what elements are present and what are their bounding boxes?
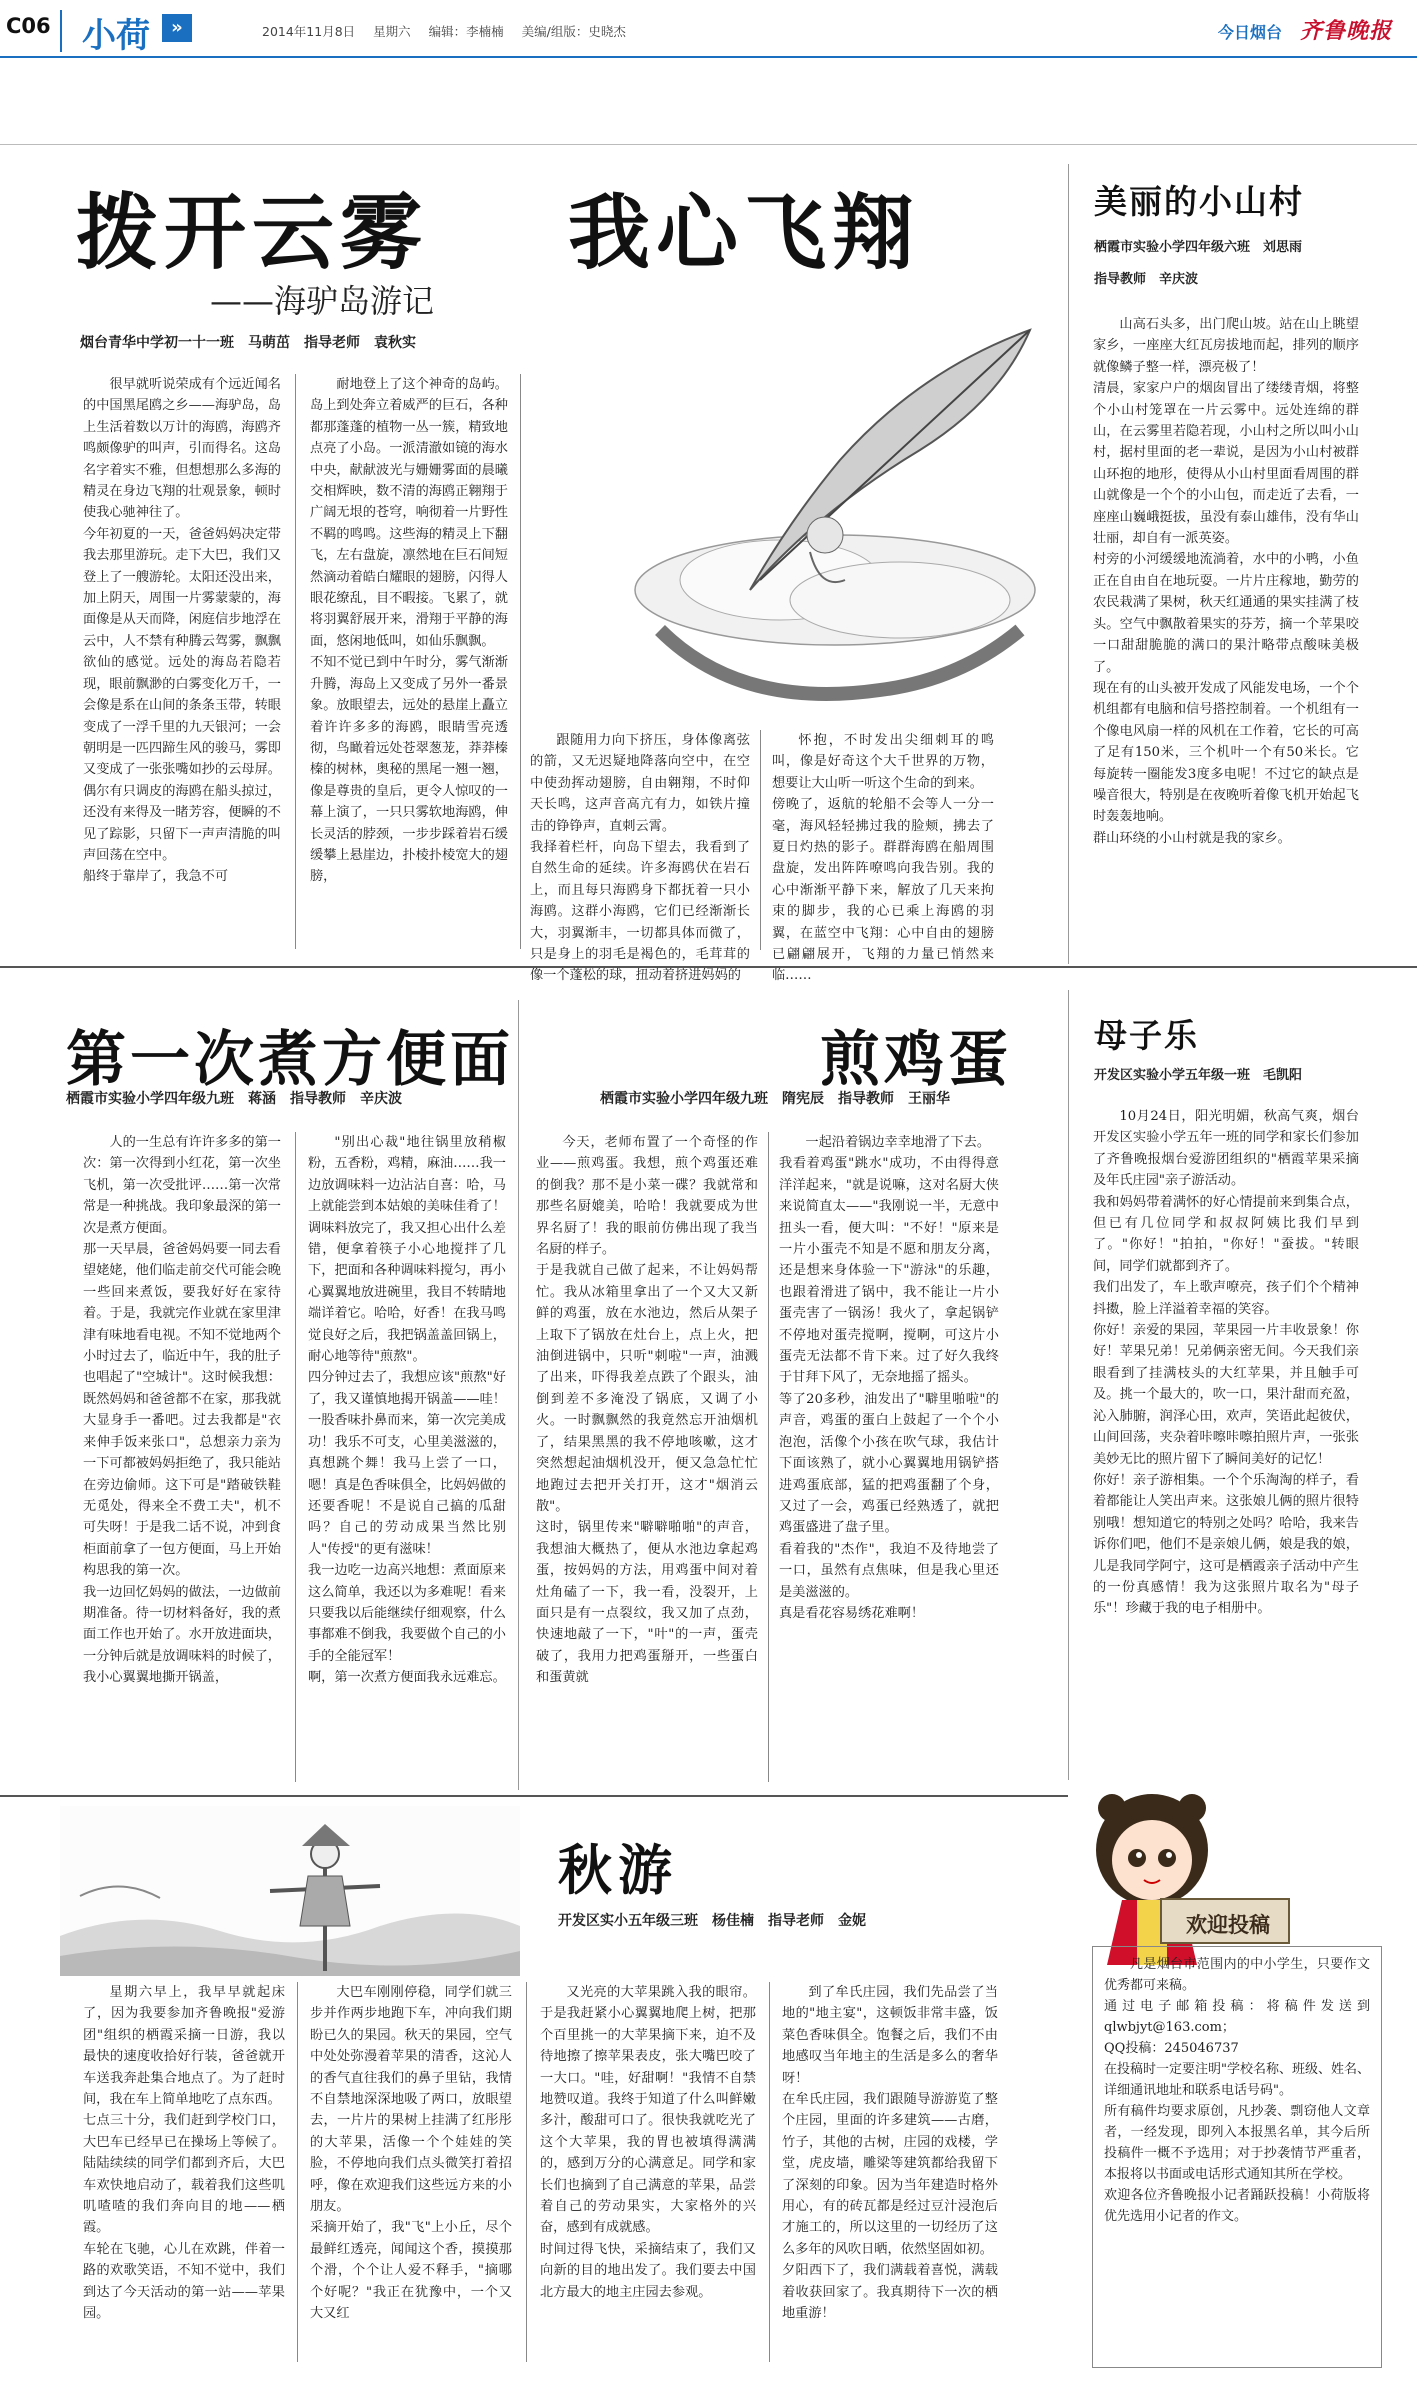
a1-col-sep-2	[520, 374, 521, 949]
a5-body: 10月24日，阳光明媚，秋高气爽，烟台开发区实验小学五年一班的同学和家长们参加了齐鲁晚报烟台爱游团组织的"栖霞苹果采摘及年氏庄园"亲子游活动。 我和妈妈带着满怀的好心情提前来到集合点，但已有几位同学和叔叔阿姨比我们早到了。"你好！"拍拍，"你好！"蚕拔。"转眼间，同学们就都到齐了。 我们出发了，车上歌声嘹亮，孩子们个个精神抖擞，脸上洋溢着幸福的笑容。 你好！亲爱的果园，苹果园一片丰收景象！你好！苹果兄弟！兄弟俩亲密无间。今天我们亲眼看到了挂满枝头的大红苹果，并且触手可及。挑一个最大的，吹一口，果汁甜而充盈，沁入肺腑，润泽心田，欢声，笑语此起彼伏，山间回荡，夹杂着咔嚓咔嚓拍照片声，一张张美妙无比的照片留下了瞬间美好的记忆！ 你好！亲子游相集。一个个乐淘淘的样子，看着都能让人笑出声来。这张娘儿俩的照片很特别哦！想知道它的特别之处吗？哈哈，我来告诉你们吧，他们不是亲娘儿俩，娘是我的娘，儿是我同学阿宁，这可是栖霞亲子活动中产生的一份真感情！我为这张照片取名为"母子乐"！珍藏于我的电子相册中。	[1093, 1109, 1359, 1617]
a1-title-part1: 拨开云雾	[76, 186, 429, 281]
paper-logo: 齐鲁晚报	[1300, 18, 1393, 44]
header-rule-thin	[0, 144, 1417, 145]
a1-col-sep-3	[760, 730, 761, 950]
a1-title-part2: 我心飞翔	[568, 186, 921, 281]
submission-banner-text: 欢迎投稿	[1186, 1913, 1270, 1937]
section-rule-1	[0, 966, 1417, 968]
a3-column-2: "别出心裁"地往锅里放稍椒粉，五香粉，鸡精，麻油……我一边放调味料一边沾沾自喜：哈，马上就能尝到本姑娘的美味佳肴了！ 调味料放完了，我又担心出什么差错，便拿着筷子小心地搅拌了几下，把面和各种调味料搅匀，再小心翼翼地放进碗里，我目不转睛地端详着它。哈哈，好香！在我马鸣觉良好之后，我把锅盖盖回锅上，耐心地等待"煎熬"。 四分钟过去了，我想应该"煎熬"好了，我又谨慎地揭开锅盖——哇！一股香味扑鼻而来，第一次完美成功！我乐不可支，心里美滋滋的，真想跳个舞！我马上尝了一口，嗯！真是色香味俱全，比妈妈做的还要香呢！不是说自己搞的瓜甜吗？自己的劳动成果当然比别人"传授"的更有滋味！ 我一边吃一边高兴地想：煮面原来这么简单，我还以为多难呢！看来只要我以后能继续仔细观察，什么事都难不倒我，我要做个自己的小手的全能冠军！ 啊，第一次煮方便面我永远难忘。	[308, 1135, 506, 1686]
section-name: 小荷	[82, 16, 150, 56]
right-column-border	[1068, 164, 1069, 964]
a5-byline: 开发区实验小学五年级一班 毛凯阳	[1094, 1068, 1303, 1083]
right-column-border-2	[1068, 990, 1069, 1780]
header-weekday: 星期六	[373, 24, 411, 39]
a1-column-3: 跟随用力向下挤压，身体像离弦的箭，又无迟疑地降落向空中，在空中使劲挥动翅膀，自由翱翔，不时仰天长鸣，这声音高亢有力，如铁片撞击的铮铮声，直刺云霄。 我择着栏杆，向岛下望去，我看到了自然生命的延续。许多海鸥伏在岩石上，而且每只海鸥身下都抚着一只小海鸥。这群小海鸥，它们已经渐渐长大，羽翼渐丰，一切都具体而微了，只是身上的羽毛是褐色的，毛茸茸的像一个蓬松的球，扭动着挤进妈妈的	[530, 733, 750, 984]
page-number: C06	[6, 14, 51, 38]
a4-col-sep	[768, 1132, 769, 1782]
a1-col-sep-1	[295, 374, 296, 949]
a3-col-sep	[295, 1132, 296, 1782]
a4-column-2: 一起沿着锅边幸幸地滑了下去。 我看着鸡蛋"跳水"成功，不由得得意洋洋起来，"就是说嘛，这对名厨大侠来说简直太——"我刚说一半，无意中扭头一看，便大叫："不好！"原来是一片小蛋壳不知是不愿和朋友分离，还是想来身体验一下"游泳"的乐趣，也跟着滑进了锅中，我不能让一片小蛋壳害了一锅汤！我火了，拿起锅铲不停地对蛋壳搅啊，搅啊，可这片小蛋壳无法都不肯下来。过了好久我终于甘拜下风了，无奈地摇了摇头。 等了20多秒，油发出了"噼里啪啦"的声音，鸡蛋的蛋白上鼓起了一个个小泡泡，活像个小孩在吹气球，我估计下面该熟了，就小心翼翼地用锅铲搭进鸡蛋底部，猛的把鸡蛋翻了个身，又过了一会，鸡蛋已经熟透了，就把鸡蛋盛进了盘子里。 看着我的"杰作"，我迫不及待地尝了一口，虽然有点焦味，但是我心里还是美滋滋的。 真是看花容易绣花难啊！	[779, 1135, 999, 1621]
submission-body: 凡是烟台市范围内的中小学生，只要作文优秀都可来稿。 通过电子邮箱投稿：将稿件发送到qlwbjyt@163.com； QQ投稿：245046737 在投稿时一定要注明"学校名称、班级、姓名、详细通讯地址和联系电话号码"。 所有稿件均要求原创，凡抄袭、剽窃他人文章者，一经发现，即列入本报黑名单，其今后所投稿件一概不予选用；对于抄袭情节严重者，本报将以书面或电话形式通知其所在学校。 欢迎各位齐鲁晚报小记者踊跃投稿！小荷版将优先选用小记者的作文。	[1104, 1957, 1370, 2224]
a6-col-sep-1	[297, 1982, 298, 2362]
header-rule	[0, 56, 1417, 58]
a2-byline-2: 指导教师 辛庆波	[1094, 272, 1199, 287]
a6-column-4: 到了牟氏庄园，我们先品尝了当地的"地主宴"，这顿饭非常丰盛，饭菜色香味俱全。饱餐之后，我们不由地感叹当年地主的生活是多么的奢华呀！ 在牟氏庄园，我们跟随导游游览了整个庄园，里面的许多建筑——古磨，竹子，其他的古树，庄园的戏楼，学堂，虎皮墙，雕梁等建筑都给我留下了深刻的印象。因为当年建造时格外用心，有的砖瓦都是经过豆汁浸泡后才施工的，所以这里的一切经历了这么多年的风吹日晒，依然坚固如初。 夕阳西下了，我们满载着喜悦，满载着收获回家了。我真期待下一次的栖地重游！	[782, 1985, 998, 2322]
a6-column-3: 又光亮的大苹果跳入我的眼帘。于是我赶紧小心翼翼地爬上树，把那个百里挑一的大苹果摘下来，迫不及待地擦了擦苹果表皮，张大嘴巴咬了一大口。"哇，好甜啊！"我情不自禁地赞叹道。我终于知道了什么叫鲜嫩多汁，酸甜可口了。很快我就吃光了这个大苹果，我的胃也被填得满满的，感到万分的心满意足。同学和家长们也摘到了自己满意的苹果，品尝着自己的劳动果实，大家格外的兴奋，感到有成就感。 时间过得飞快，采摘结束了，我们又向新的目的地出发了。我们要去中国北方最大的地主庄园去参观。	[540, 1985, 756, 2300]
scarecrow-icon	[60, 1806, 520, 1976]
a1-column-1: 很早就听说荣成有个远近闻名的中国黑尾鸥之乡——海驴岛，岛上生活着数以万计的海鸥，海鸥齐鸣颇像驴的叫声，引而得名。这岛名字着实不雅，但想想那么多海的精灵在身边飞翔的壮观景象，顿时使我心驰神往了。 今年初夏的一天，爸爸妈妈决定带我去那里游玩。走下大巴，我们又登上了一艘游轮。太阳还没出来，加上阴天，周围一片雾蒙蒙的，海面像是从天而降，闲庭信步地浮在云中，人不禁有种腾云驾雾，飘飘欲仙的感觉。远处的海岛若隐若现，眼前飘渺的白雾变化万千，一会像是系在山间的条条玉带，转眼变成了一浮千里的九天银河；一会朝明是一匹四蹄生风的骏马，雾即又变成了一张张嘴如抄的云母屏。偶尔有只调皮的海鸥在船头掠过，还没有来得及一睹芳容，便瞬的不见了踪影，只留下一声声清脆的叫声回荡在空中。 船终于靠岸了，我急不可	[83, 377, 281, 885]
a1-illustration	[620, 290, 1050, 730]
a2-byline-1: 栖霞市实验小学四年级六班 刘思雨	[1094, 240, 1303, 255]
header-editor: 编辑：李楠楠	[428, 24, 504, 39]
a6-column-1: 星期六早上，我早早就起床了，因为我要参加齐鲁晚报"爱游团"组织的栖霞采摘一日游，我以最快的速度收拾好行装，爸爸就开车送我奔赴集合地点了。为了赶时间，我在车上简单地吃了点东西。 七点三十分，我们赶到学校门口，大巴车已经早已在操场上等候了。陆陆续续的同学们都到齐后，大巴车欢快地启动了，载着我们这些叽叽喳喳的我们奔向目的地——栖霞。 车轮在飞驰，心儿在欢跳，伴着一路的欢歌笑语，不知不觉中，我们到达了今天活动的第一站——苹果园。	[83, 1985, 285, 2322]
header-divider-v	[60, 10, 62, 52]
a3-a4-sep	[518, 1000, 519, 1790]
section-arrow-icon: »	[162, 14, 192, 42]
a6-byline: 开发区实小五年级三班 杨佳楠 指导老师 金妮	[558, 1913, 866, 1929]
a6-title: 秋游	[558, 1839, 678, 1902]
a1-subtitle: ——海驴岛游记	[210, 282, 435, 320]
header-meta	[262, 22, 640, 40]
a5-title: 母子乐	[1094, 1016, 1199, 1055]
edition-label: 今日烟台	[1218, 23, 1283, 42]
a6-illustration	[60, 1806, 520, 1976]
header-art: 美编/组版：史晓杰	[521, 24, 626, 39]
a4-column-1: 今天，老师布置了一个奇怪的作业——煎鸡蛋。我想，煎个鸡蛋还难的倒我？那不是小菜一碟？我就常和那些名厨媲美，哈哈！我就要成为世界名厨了！我的眼前仿佛出现了我当名厨的样子。 于是我就自己做了起来，不让妈妈帮忙。我从冰箱里拿出了一个又大又新鲜的鸡蛋，放在水池边，然后从架子上取下了锅放在灶台上，点上火，把油倒进锅中，只听"刺啦"一声，油溅了出来，吓得我差点跌了个跟头，油倒到差不多淹没了锅底，又调了小火。一时飘飘然的我竟然忘开油烟机了，结果黑黑的我不停地咳嗽，这才突然想起油烟机没开，便又急急忙忙地跑过去把开关打开，这才"烟消云散"。 这时，锅里传来"噼噼啪啪"的声音，我想油大概热了，便从水池边拿起鸡蛋，按妈妈的方法，用鸡蛋中间对着灶角磕了一下，我一看，没裂开，上面只是有一点裂纹，我又加了点劲，快速地敲了一下，"叶"的一声，蛋壳破了，我用力把鸡蛋掰开，一些蛋白和蛋黄就	[536, 1135, 758, 1686]
a6-column-2: 大巴车刚刚停稳，同学们就三步并作两步地跑下车，冲向我们期盼已久的果园。秋天的果园，空气中处处弥漫着苹果的清香，这沁人的香气直往我们的鼻子里钻，我情不自禁地深深地吸了两口，放眼望去，一片片的果树上挂满了红彤彤的大苹果，活像一个个娃娃的笑脸，不停地向我们点头微笑打着招呼，像在欢迎我们这些远方来的小朋友。 采摘开始了，我"飞"上小丘，尽个最鲜红透亮，闻闻这个香，摸摸那个滑，个个让人爱不释手，"摘哪个好呢？"我正在犹豫中，一个又大又红	[310, 1985, 512, 2322]
a1-column-2: 耐地登上了这个神奇的岛屿。岛上到处奔立着威严的巨石，各种都那蓬蓬的植物一丛一簇，精致地点亮了小岛。一派清澈如镜的海水中央，献献波光与姗姗雾面的晨曦交相辉映，数不清的海鸥正翱翔于广阔无垠的苍穹，响彻着一片野性不羁的鸣鸣。这些海的精灵上下翻飞，左右盘旋，凛然地在巨石间短然滴动着皓白耀眼的翅膀，闪得人眼花缭乱，目不暇接。飞累了，就将羽翼舒展开来，滑翔于平静的海面，悠闲地低叫，如仙乐飘飘。 不知不觉已到中午时分，雾气渐渐升腾，海岛上又变成了另外一番景象。放眼望去，远处的悬崖上矗立着许许多多的海鸥，眼睛雪亮透彻，鸟瞰着远处苍翠葱茏，莽莽榛榛的树林，奥秘的黑尾一翘一翘，像是尊贵的皇后，更令人惊叹的一幕上演了，一只只雾软地海鸥，伸长灵活的脖颈，一步步踩着岩石缓缓攀上悬崖边，扑棱扑棱宽大的翅膀，	[310, 377, 508, 885]
a6-col-sep-3	[769, 1982, 770, 2362]
a2-body: 山高石头多，出门爬山坡。站在山上眺望家乡，一座座大红瓦房拔地而起，排列的顺序就像鳞子整一样，漂亮极了！ 清晨，家家户户的烟囱冒出了缕缕青烟，将整个小山村笼罩在一片云雾中。远处连绵的群山，在云雾里若隐若现，小山村之所以叫小山村，据村里面的老一辈说，是因为小山村被群山环抱的地形，使得从小山村里面看周围的群山就像是一个个的小山包，而走近了去看，一座座山巍峨挺拔，虽没有泰山雄伟，没有华山壮丽，却自有一派英姿。 村旁的小河缓缓地流淌着，水中的小鸭，小鱼正在自由自在地玩耍。一片片庄稼地，勤劳的农民栽满了果树，秋天红通通的果实挂满了枝头。空气中飘散着果实的芬芳，摘一个苹果咬一口甜甜脆脆的满口的果汁略带点酸味美极了。 现在有的山头被开发成了风能发电场，一个个机组都有电脑和信号搭控制着。一个机组有一个像电风扇一样的风机在工作着，它长的可高了足有150米，三个机叶一个有50米长。它每旋转一圈能发3度多电呢！不过它的缺点是噪音很大，特别是在夜晚听着像飞机开始起飞时轰轰地响。 群山环绕的小山村就是我的家乡。	[1093, 317, 1359, 846]
a1-byline: 烟台青华中学初一十一班 马萌茁 指导老师 袁秋实	[80, 335, 416, 351]
section-rule-2	[0, 1795, 1068, 1797]
a6-col-sep-2	[526, 1982, 527, 2362]
a4-byline: 栖霞市实验小学四年级九班 隋宪辰 指导教师 王丽华	[600, 1091, 950, 1107]
a4-title: 煎鸡蛋	[820, 1025, 1012, 1095]
feather-cloud-icon	[620, 290, 1050, 730]
a1-column-4: 怀抱，不时发出尖细刺耳的鸣叫，像是好奇这个大千世界的万物，想要让大山听一听这个生命的到来。 傍晚了，返航的轮船不会等人一分一毫，海风轻轻拂过我的脸颊，拂去了夏日灼热的影子。群群海鸥在船周围盘旋，发出阵阵嘹鸣向我告别。我的心中渐渐平静下来，解放了几天来拘束的脚步，我的心已乘上海鸥的羽翼，在蓝空中飞翔：心中自由的翅膀已翩翩展开，飞翔的力量已悄然来临……	[772, 733, 994, 984]
a3-column-1: 人的一生总有许许多多的第一次：第一次得到小红花，第一次坐飞机，第一次受批评……第一次常常是一种挑战。我印象最深的第一次是煮方便面。 那一天早晨，爸爸妈妈要一同去看望姥姥，他们临走前交代可能会晚一些回来煮饭，要我好好在家待着。于是，我就完作业就在家里津津有味地看电视。不知不觉地两个小时过去了，临近中午，我的肚子也唱起了"空城计"。这时候我想：既然妈妈和爸爸都不在家，那我就大显身手一番吧。过去我都是"衣来伸手饭来张口"，总想亲力亲为一下可都被妈妈拒绝了，我只能站在旁边偷师。这下可是"踏破铁鞋无觅处，得来全不费工夫"，机不可失呀！于是我二话不说，冲到食柜面前拿了一包方便面，马上开始构思我的第一次。 我一边回忆妈妈的做法，一边做前期准备。待一切材料备好，我的煮面工作也开始了。水开放进面块，一分钟后就是放调味料的时候了，我小心翼翼地撕开锅盖，	[83, 1135, 281, 1686]
a2-title: 美丽的小山村	[1094, 182, 1304, 221]
a3-title: 第一次煮方便面	[66, 1025, 514, 1095]
a3-byline: 栖霞市实验小学四年级九班 蒋涵 指导教师 辛庆波	[66, 1091, 402, 1107]
header-date: 2014年11月8日	[262, 24, 356, 39]
